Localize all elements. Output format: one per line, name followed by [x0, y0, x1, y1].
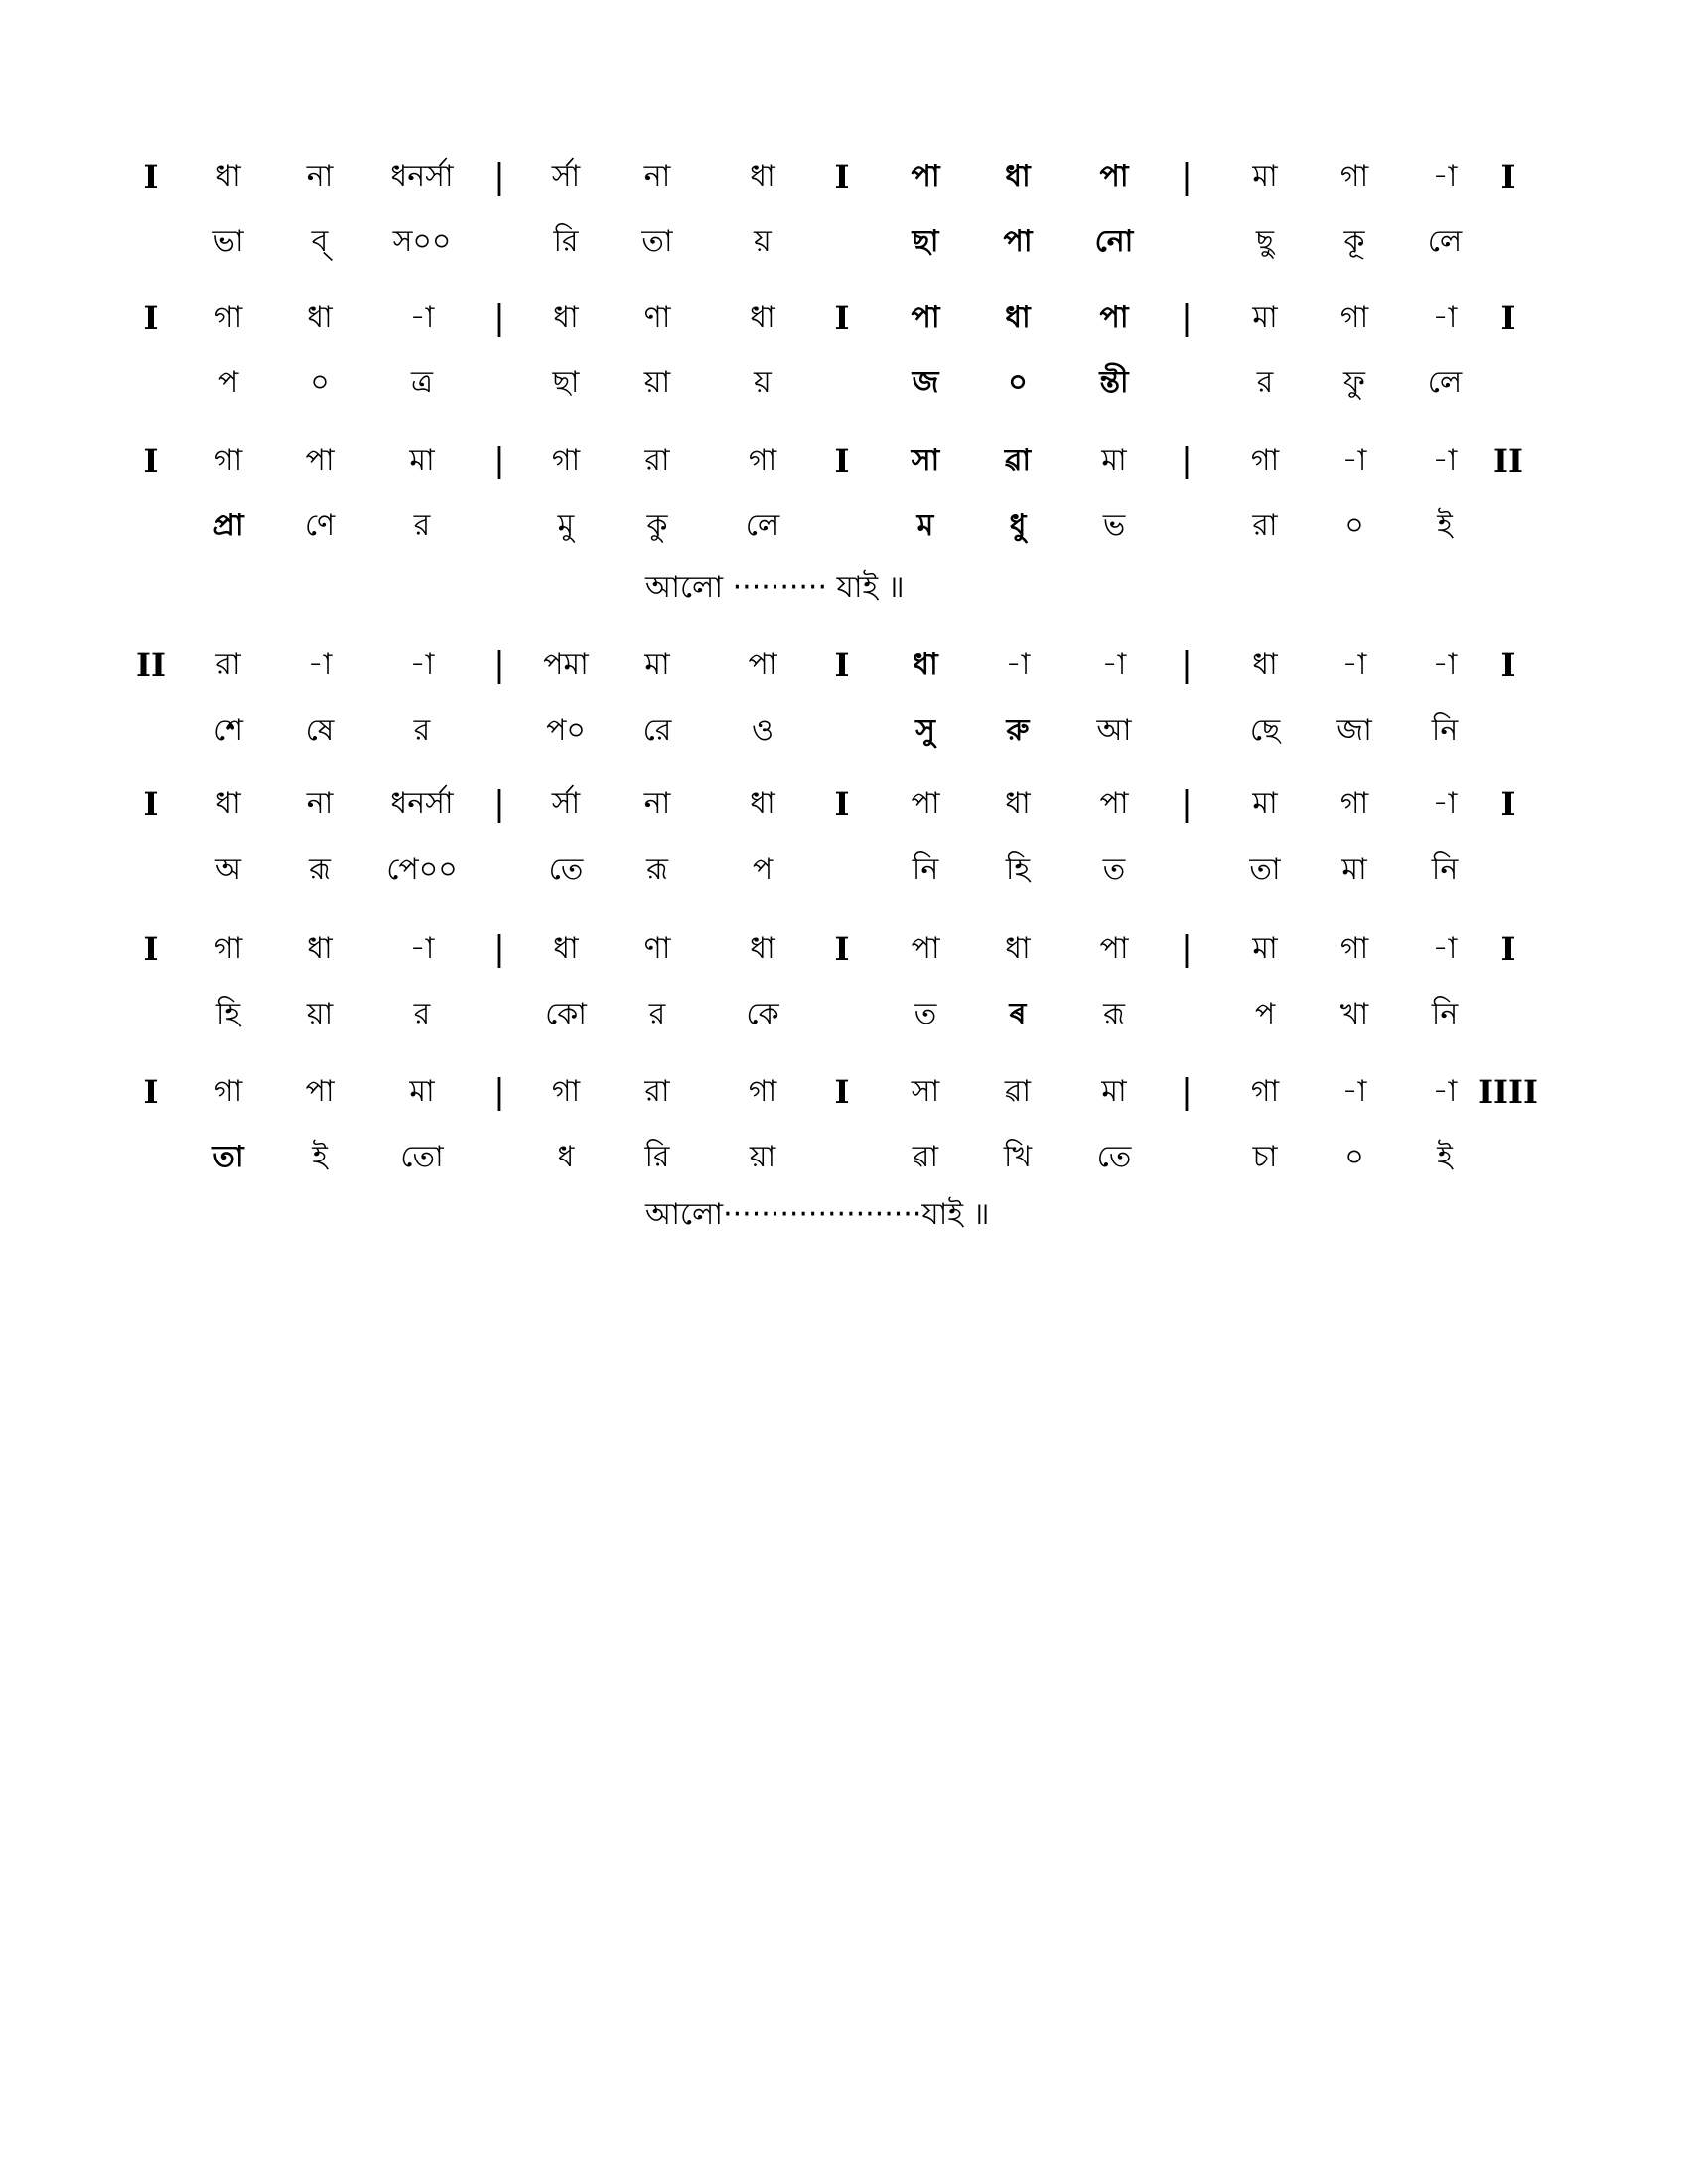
- bar-line: |: [493, 784, 505, 824]
- swara-note: গা: [1250, 1074, 1280, 1109]
- swara-note: ধা: [1005, 159, 1031, 194]
- lyric-syllable: ফু: [1343, 365, 1365, 400]
- swara-note: গা: [1339, 931, 1369, 966]
- lyric-syllable: জা: [1336, 713, 1372, 748]
- lyric-syllable: ত: [1102, 852, 1126, 887]
- lyric-syllable: রু: [1006, 713, 1030, 748]
- bar-line: |: [1181, 929, 1193, 969]
- lyric-syllable: মা: [1341, 852, 1367, 887]
- swara-note: -া: [307, 647, 333, 682]
- swara-note: ধা: [913, 647, 938, 682]
- lyric-syllable: তা: [1249, 852, 1281, 887]
- bar-line: |: [493, 929, 505, 969]
- lyric-syllable: প্রা: [212, 508, 244, 543]
- lyric-syllable: কু: [646, 508, 668, 543]
- lyric-syllable: প: [752, 852, 774, 887]
- swara-note: -া: [1432, 443, 1458, 478]
- swara-note: ধনর্সা: [390, 786, 454, 821]
- lyric-syllable: মু: [557, 508, 575, 543]
- bar-line: II: [1493, 442, 1523, 479]
- swara-note: -া: [409, 647, 435, 682]
- lyric-syllable: ধু: [1009, 508, 1027, 543]
- lyric-syllable: আ: [1096, 713, 1132, 748]
- bar-line: |: [493, 441, 505, 480]
- swara-note: মা: [1252, 931, 1278, 966]
- lyric-syllable: য়: [754, 224, 772, 259]
- refrain-line: আলো·····················যাই ॥: [645, 1197, 990, 1232]
- lyric-syllable: রূ: [1103, 997, 1125, 1031]
- swara-note: ধা: [307, 931, 333, 966]
- swara-note: পা: [1099, 786, 1129, 821]
- swara-note: না: [306, 159, 334, 194]
- swara-note: -া: [1432, 647, 1458, 682]
- swara-note: মা: [644, 647, 670, 682]
- lyric-syllable: রূ: [309, 852, 331, 887]
- lyric-syllable: ছা: [552, 365, 580, 400]
- bar-line: |: [1181, 1072, 1193, 1112]
- lyric-syllable: প: [1254, 997, 1276, 1031]
- lyric-syllable: তে: [1096, 1140, 1132, 1174]
- lyric-syllable: প: [217, 365, 239, 400]
- swara-note: না: [643, 159, 671, 194]
- lyric-syllable: নি: [912, 852, 939, 887]
- lyric-syllable: খি: [1003, 1140, 1033, 1174]
- bar-line: I: [1500, 785, 1516, 823]
- lyric-syllable: কো: [545, 997, 587, 1031]
- swara-note: গা: [213, 443, 243, 478]
- swara-note: পা: [911, 931, 940, 966]
- swara-note: -া: [1432, 786, 1458, 821]
- lyric-syllable: রা: [1252, 508, 1278, 543]
- lyric-syllable: রি: [644, 1140, 670, 1174]
- lyric-syllable: জ: [912, 365, 939, 400]
- swara-note: ধা: [553, 931, 579, 966]
- lyric-syllable: শে: [213, 713, 243, 748]
- lyric-syllable: ই: [312, 1140, 328, 1174]
- bar-line: I: [143, 299, 159, 337]
- lyric-syllable: খা: [1339, 997, 1369, 1031]
- swara-note: -া: [1341, 1074, 1367, 1109]
- bar-line: I: [143, 442, 159, 479]
- swara-note: ণা: [643, 300, 671, 335]
- lyric-syllable: তা: [641, 224, 673, 259]
- bar-line: I: [143, 785, 159, 823]
- refrain-line: আলো ·········· যাই ॥: [645, 570, 905, 605]
- lyric-syllable: নি: [1431, 852, 1459, 887]
- swara-note: ধা: [750, 159, 775, 194]
- lyric-syllable: র: [413, 997, 431, 1031]
- bar-line: |: [493, 298, 505, 338]
- bar-line: |: [493, 157, 505, 197]
- lyric-syllable: হি: [215, 997, 241, 1031]
- bar-line: I: [143, 158, 159, 196]
- bar-line: |: [1181, 298, 1193, 338]
- swara-note: ধা: [1005, 300, 1031, 335]
- bar-line: |: [1181, 157, 1193, 197]
- swara-note: সা: [911, 1074, 940, 1109]
- lyric-syllable: তে: [548, 852, 584, 887]
- lyric-syllable: ছে: [1249, 713, 1281, 748]
- notation-line: [0, 443, 1688, 562]
- swara-note: -া: [1005, 647, 1031, 682]
- swara-note: গা: [748, 1074, 777, 1109]
- lyric-syllable: লে: [1427, 365, 1463, 400]
- swara-note: ধা: [750, 786, 775, 821]
- swara-note: ধা: [215, 786, 241, 821]
- bar-line: I: [1500, 646, 1516, 684]
- swara-note: গা: [748, 443, 777, 478]
- lyric-syllable: তা: [212, 1140, 244, 1174]
- swara-note: গা: [1250, 443, 1280, 478]
- lyric-syllable: ষে: [305, 713, 335, 748]
- swara-note: মা: [1101, 443, 1127, 478]
- lyric-syllable: ই: [1437, 1140, 1453, 1174]
- lyric-syllable: লে: [745, 508, 780, 543]
- swara-note: ধা: [307, 300, 333, 335]
- lyric-syllable: ম: [916, 508, 934, 543]
- bar-line: I: [1500, 299, 1516, 337]
- swara-note: রা: [644, 443, 670, 478]
- bar-line: I: [834, 646, 850, 684]
- lyric-syllable: স০০: [392, 224, 452, 259]
- notation-line: [0, 786, 1688, 905]
- notation-line: [0, 931, 1688, 1050]
- swara-note: মা: [1101, 1074, 1127, 1109]
- lyric-syllable: কে: [746, 997, 779, 1031]
- swara-note: গা: [1339, 786, 1369, 821]
- notation-line: [0, 300, 1688, 419]
- swara-note: মা: [409, 443, 435, 478]
- swara-note: গা: [213, 300, 243, 335]
- lyric-syllable: ত: [914, 997, 937, 1031]
- lyric-syllable: ত্র: [410, 365, 434, 400]
- lyric-syllable: ভ: [1102, 508, 1126, 543]
- swara-note: পা: [911, 159, 940, 194]
- swara-note: পমা: [543, 647, 589, 682]
- lyric-syllable: নো: [1094, 224, 1134, 259]
- swara-note: রা: [215, 647, 241, 682]
- bar-line: |: [1181, 784, 1193, 824]
- lyric-syllable: অ: [215, 852, 241, 887]
- bar-line: |: [493, 645, 505, 685]
- swara-note: সা: [911, 443, 940, 478]
- lyric-syllable: ণে: [304, 508, 336, 543]
- swara-note: ণা: [643, 931, 671, 966]
- swara-note: র্সা: [551, 159, 581, 194]
- swara-note: পা: [911, 786, 940, 821]
- lyric-syllable: লে: [1427, 224, 1463, 259]
- bar-line: I: [1500, 158, 1516, 196]
- swara-note: -া: [1341, 443, 1367, 478]
- swara-note: -া: [1432, 931, 1458, 966]
- bar-line: I: [834, 442, 850, 479]
- swara-note: পা: [1099, 159, 1129, 194]
- swara-note: পা: [1099, 931, 1129, 966]
- swara-note: না: [643, 786, 671, 821]
- bar-line: I: [143, 1073, 159, 1111]
- swara-note: ধনর্সা: [390, 159, 454, 194]
- lyric-syllable: ০: [1008, 365, 1028, 400]
- lyric-syllable: পে০০: [386, 852, 458, 887]
- swara-note: ৱা: [1004, 443, 1032, 478]
- notation-line: [0, 647, 1688, 766]
- lyric-syllable: ধ: [557, 1140, 575, 1174]
- lyric-syllable: তো: [400, 1140, 444, 1174]
- swara-note: ধা: [1252, 647, 1278, 682]
- swara-note: -া: [409, 300, 435, 335]
- swara-note: ধা: [750, 931, 775, 966]
- bar-line: II: [136, 646, 166, 684]
- swara-note: না: [306, 786, 334, 821]
- swara-note: গা: [213, 931, 243, 966]
- lyric-syllable: র: [413, 508, 431, 543]
- swara-note: -া: [1432, 1074, 1458, 1109]
- bar-line: I: [834, 1073, 850, 1111]
- lyric-syllable: র: [413, 713, 431, 748]
- lyric-syllable: সু: [915, 713, 935, 748]
- swara-note: ধা: [553, 300, 579, 335]
- swara-note: ধা: [1005, 931, 1031, 966]
- swara-note: পা: [911, 300, 940, 335]
- swara-note: রা: [644, 1074, 670, 1109]
- bar-line: I: [143, 930, 159, 968]
- swara-note: -া: [1432, 159, 1458, 194]
- lyric-syllable: ছা: [912, 224, 939, 259]
- swara-note: গা: [551, 1074, 581, 1109]
- lyric-syllable: য়া: [749, 1140, 776, 1174]
- swara-note: গা: [1339, 159, 1369, 194]
- notation-line: [0, 159, 1688, 278]
- swara-note: পা: [305, 1074, 335, 1109]
- bar-line: |: [1181, 645, 1193, 685]
- swara-note: -া: [1432, 300, 1458, 335]
- lyric-syllable: চা: [1252, 1140, 1278, 1174]
- notation-line: [0, 1074, 1688, 1193]
- lyric-syllable: ছু: [1255, 224, 1275, 259]
- bar-line: I: [834, 930, 850, 968]
- lyric-syllable: ০: [1344, 508, 1364, 543]
- swara-note: মা: [1252, 300, 1278, 335]
- lyric-syllable: ই: [1437, 508, 1453, 543]
- lyric-syllable: ও: [751, 713, 774, 748]
- lyric-syllable: কূ: [1343, 224, 1365, 259]
- swara-note: ধা: [215, 159, 241, 194]
- swara-note: মা: [1252, 159, 1278, 194]
- lyric-syllable: নি: [1431, 997, 1459, 1031]
- bar-line: I: [834, 785, 850, 823]
- lyric-syllable: র: [1256, 365, 1274, 400]
- swara-note: -া: [1101, 647, 1127, 682]
- lyric-syllable: হি: [1005, 852, 1031, 887]
- lyric-syllable: রে: [642, 713, 672, 748]
- lyric-syllable: রূ: [646, 852, 668, 887]
- swara-note: ৱা: [1004, 1074, 1032, 1109]
- swara-note: গা: [551, 443, 581, 478]
- lyric-syllable: পা: [1003, 224, 1033, 259]
- swara-note: গা: [1339, 300, 1369, 335]
- bar-line: IIII: [1478, 1073, 1538, 1111]
- lyric-syllable: র: [648, 997, 666, 1031]
- swara-note: র্সা: [551, 786, 581, 821]
- swara-note: পা: [1099, 300, 1129, 335]
- bar-line: I: [834, 158, 850, 196]
- swara-note: মা: [409, 1074, 435, 1109]
- swara-note: মা: [1252, 786, 1278, 821]
- lyric-syllable: প০: [546, 713, 586, 748]
- swara-note: -া: [1341, 647, 1367, 682]
- bar-line: I: [1500, 930, 1516, 968]
- swara-note: গা: [213, 1074, 243, 1109]
- swara-note: পা: [748, 647, 777, 682]
- lyric-syllable: য়া: [643, 365, 671, 400]
- lyric-syllable: ন্তী: [1099, 365, 1129, 400]
- lyric-syllable: ০: [1344, 1140, 1364, 1174]
- swara-note: পা: [305, 443, 335, 478]
- lyric-syllable: ব্: [311, 224, 329, 259]
- lyric-syllable: ভা: [212, 224, 244, 259]
- bar-line: |: [493, 1072, 505, 1112]
- lyric-syllable: য়া: [306, 997, 334, 1031]
- lyric-syllable: য়: [754, 365, 772, 400]
- lyric-syllable: ৰ: [1009, 997, 1027, 1031]
- swara-note: ধা: [750, 300, 775, 335]
- lyric-syllable: রি: [553, 224, 579, 259]
- lyric-syllable: নি: [1431, 713, 1459, 748]
- swara-note: ধা: [1005, 786, 1031, 821]
- bar-line: |: [1181, 441, 1193, 480]
- bar-line: I: [834, 299, 850, 337]
- lyric-syllable: ০: [310, 365, 330, 400]
- swara-note: -া: [409, 931, 435, 966]
- lyric-syllable: ৱা: [912, 1140, 939, 1174]
